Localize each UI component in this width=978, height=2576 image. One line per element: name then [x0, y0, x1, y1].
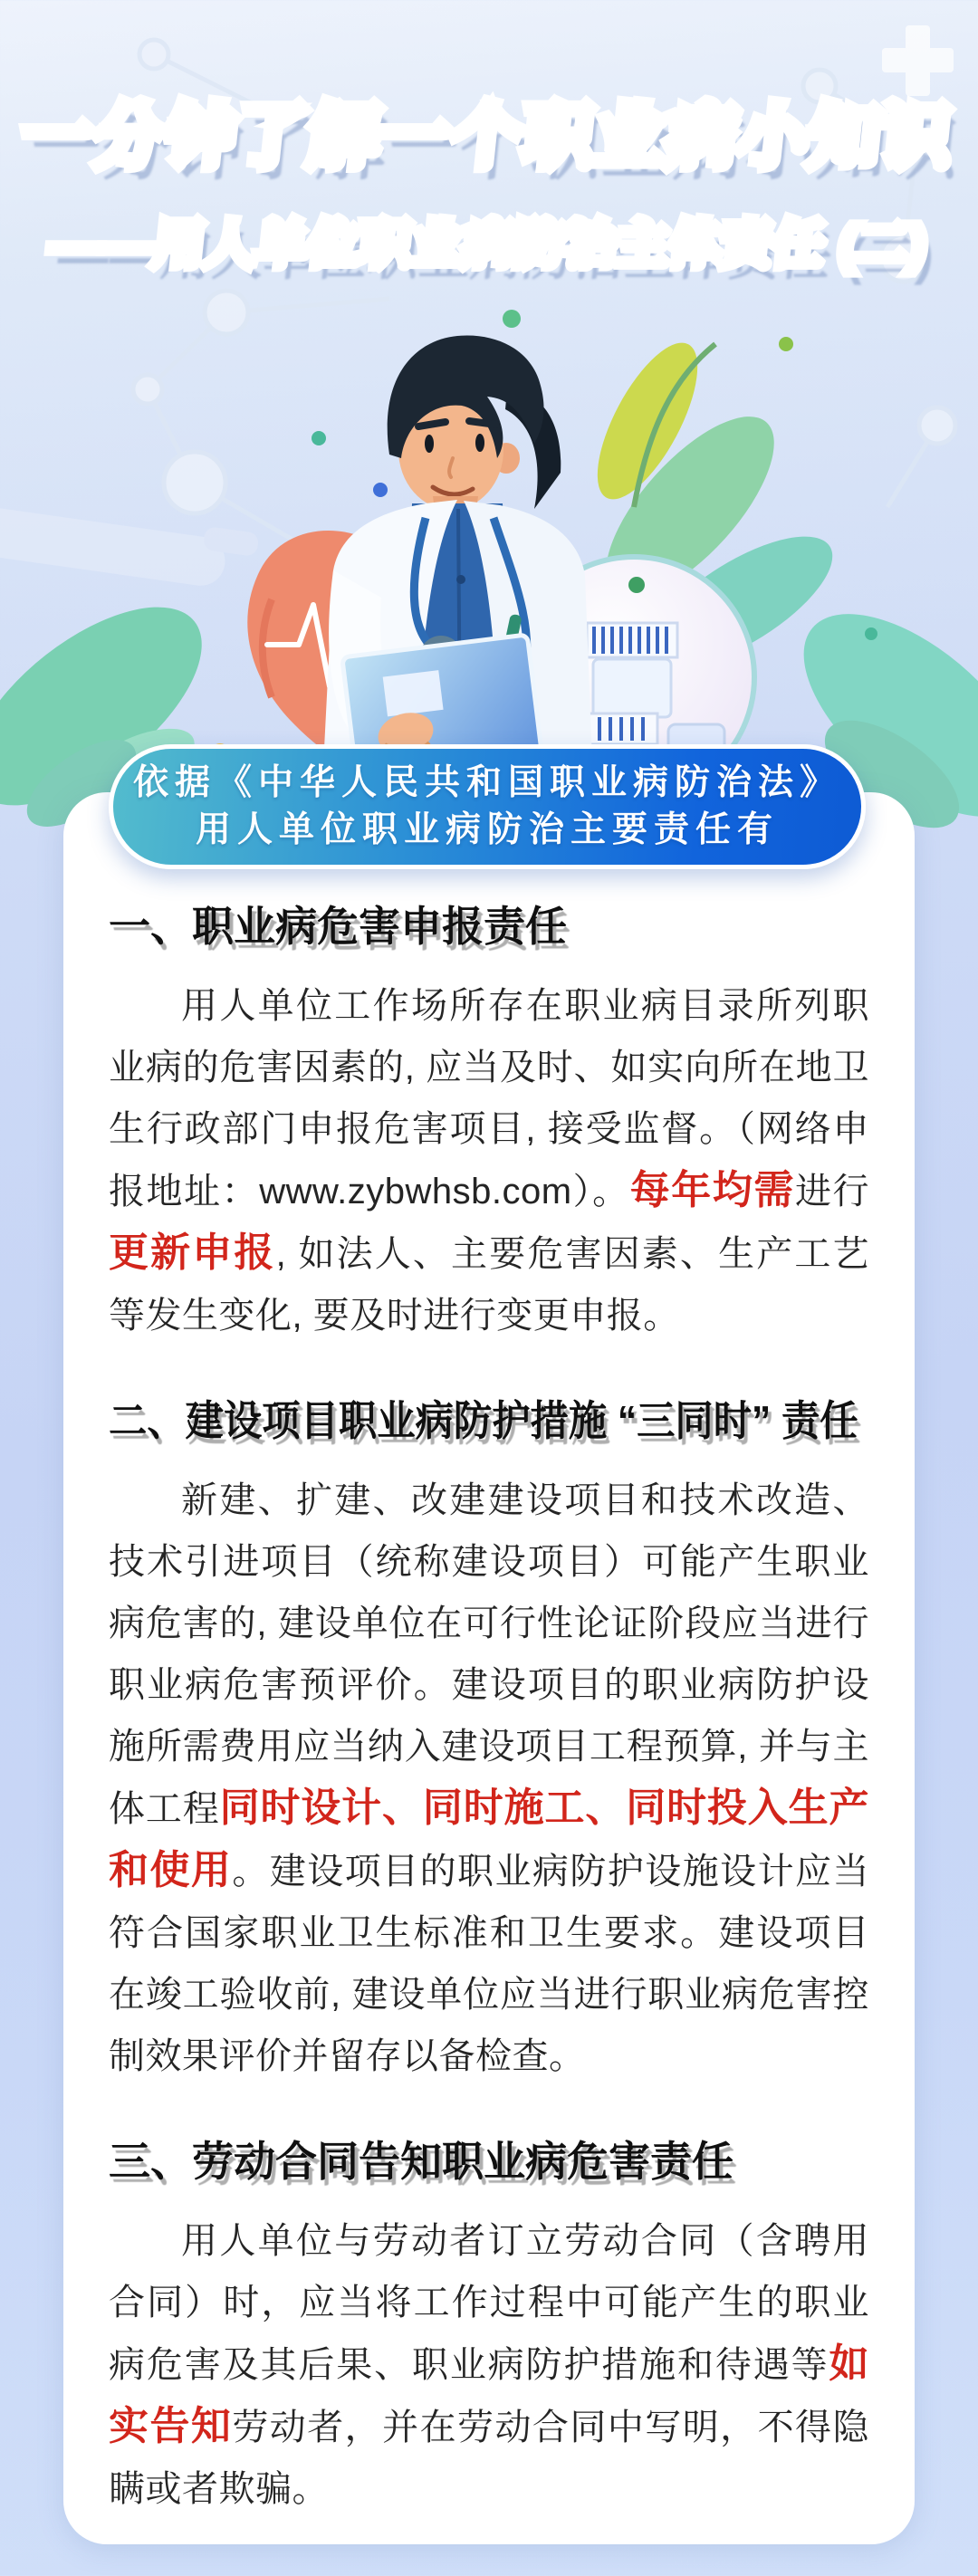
section-2-heading: 二、建设项目职业病防护措施 “三同时” 责任: [109, 1397, 858, 1444]
syringe-icon: [0, 502, 260, 589]
highlight-text: 更新申报: [109, 1231, 276, 1275]
body-text: , 如法人、主要危害因素、生产工艺等发生变化, 要及时进行变更申报。: [109, 1234, 870, 1336]
section-contract-inform-duty: [109, 2129, 869, 2520]
law-banner-line1: 依据《中华人民共和国职业病防治法》: [132, 763, 841, 803]
highlight-text: 同时设计、同时施工、同时投入生产和使用: [109, 1786, 870, 1892]
body-text: 用人单位工作场所存在职业病目录所列职业病的危害因素的, 应当及时、如实向所在地卫生行政部门申报危害项目, 接受监督。（网络申报地址：www.zybwhsb.com）。: [109, 986, 869, 1211]
section-3-heading: 三、劳动合同告知职业病危害责任: [109, 2138, 734, 2185]
section-3-body: [109, 2210, 869, 2520]
content-card: [63, 792, 915, 2544]
law-banner: [109, 744, 866, 869]
section-declaration-duty: [109, 894, 869, 1346]
section-three-simultaneous-duty: [109, 1388, 869, 2087]
page-subtitle: ——用人单位职业病防治主体责任 (二) ——用人单位职业病防治主体责任 (二): [0, 205, 978, 277]
body-text: 。建设项目的职业病防护设施设计应当符合国家职业卫生标准和卫生要求。建设项目在竣工验收前, 建设单位应当进行职业病危害控制效果评价并留存以备检查。: [109, 1852, 870, 2076]
page-title: 一分钟了解一个职业病小知识 一分钟了解一个职业病小知识: [0, 81, 978, 180]
highlight-text: 如实告知: [109, 2341, 869, 2448]
law-banner-line2: 用人单位职业病防治主要责任有: [195, 810, 779, 849]
body-text: 进行: [794, 1172, 870, 1211]
section-1-heading: 一、职业病危害申报责任: [109, 903, 567, 950]
section-1-body: [109, 975, 869, 1346]
body-text: 劳动者，并在劳动合同中写明，不得隐瞒或者欺骗。: [109, 2408, 870, 2509]
body-text: 新建、扩建、改建建设项目和技术改造、技术引进项目（统称建设项目）可能产生职业病危害的, 建设单位在可行性论证阶段应当进行职业病危害预评价。建设项目的职业病防护设施所需费用应当纳入建设项目工程预算, 并与主体工程: [109, 1480, 869, 1829]
body-text: 用人单位与劳动者订立劳动合同（含聘用合同）时，应当将工作过程中可能产生的职业病危害及其后果、职业病防护措施和待遇等: [109, 2221, 869, 2385]
highlight-text: 每年均需: [629, 1168, 795, 1212]
section-2-body: [109, 1470, 869, 2087]
